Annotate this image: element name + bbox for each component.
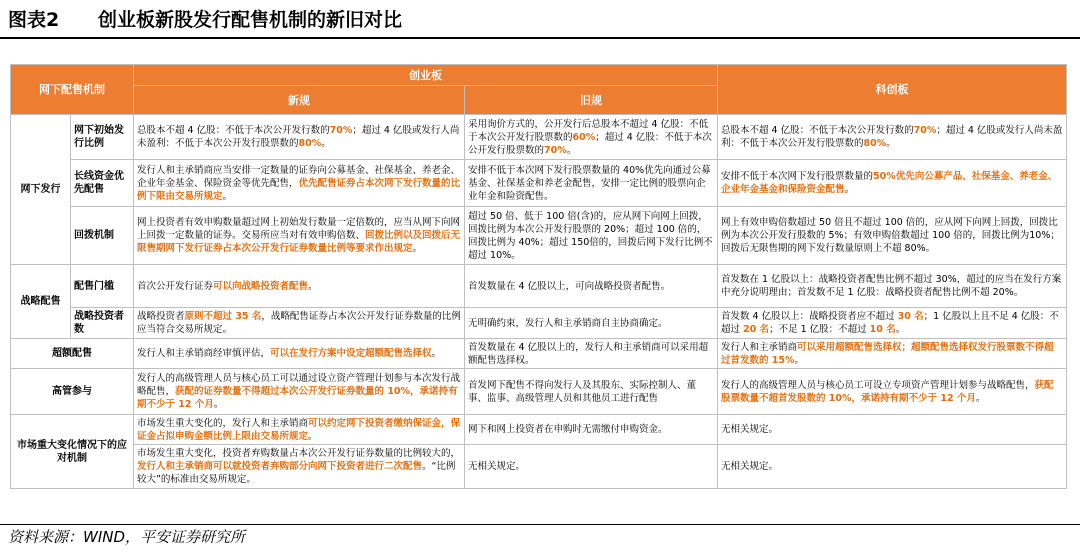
cell-star: 网上有效申购倍数超过 50 倍且不超过 100 倍的，应从网下向网上回拨，回拨比例为本次公开发行股数的 5%；有效申购倍数超过 100 倍的，回拨比例为10%；回拨后无限售期的网下发行数量原则上不超 80%。 [718, 207, 1067, 265]
cell-star: 无相关规定。 [718, 415, 1067, 445]
cell-old: 无明确约束，发行人和主承销商自主协商确定。 [465, 308, 718, 339]
section-offline: 网下发行 [11, 115, 71, 265]
cell-old: 首发网下配售不得向发行人及其股东、实际控制人、董事、监事、高级管理人员和其他员工进行配售 [465, 369, 718, 415]
cell-star: 首发数在 1 亿股以上：战略投资者配售比例不超过 30%，超过的应当在发行方案中充分说明理由；首发数不足 1 亿股：战略投资者配售比例不超 20%。 [718, 265, 1067, 308]
cell-new: 市场发生重大变化的，发行人和主承销商可以约定网下投资者缴纳保证金，保证金占拟申购金额比例上限由交易所规定。 [134, 415, 465, 445]
row-label: 回拨机制 [71, 207, 134, 265]
title-rule [0, 37, 1080, 39]
comparison-table [10, 64, 1067, 489]
row-label: 长线资金优先配售 [71, 160, 134, 207]
header-mechanism: 网下配售机制 [11, 65, 134, 115]
section-mgmt: 高管参与 [11, 369, 134, 415]
cell-old: 无相关规定。 [465, 445, 718, 489]
header-star: 科创板 [718, 65, 1067, 115]
section-overallot: 超额配售 [11, 339, 134, 369]
section-market: 市场重大变化情况下的应对机制 [11, 415, 134, 489]
cell-new: 战略投资者原则不超过 35 名，战略配售证券占本次公开发行证券数量的比例应当符合交易所规定。 [134, 308, 465, 339]
cell-old: 安排不低于本次网下发行股票数量的 40%优先向通过公募基金、社保基金和养老金配售，安排一定比例的股票向企业年金和险资配售。 [465, 160, 718, 207]
cell-new: 总股本不超 4 亿股：不低于本次公开发行数的70%；超过 4 亿股或发行人尚未盈利：不低于本次公开发行股票数的80%。 [134, 115, 465, 160]
cell-star: 发行人的高级管理人员与核心员工可设立专项资产管理计划参与战略配售，获配股票数量不超首发股数的 10%，承诺持有期不少于 12 个月。 [718, 369, 1067, 415]
section-strategic: 战略配售 [11, 265, 71, 339]
header-chinext: 创业板 [134, 65, 718, 86]
row-label: 网下初始发行比例 [71, 115, 134, 160]
cell-old: 采用询价方式的，公开发行后总股本不超过 4 亿股：不低于本次公开发行股票数的60%；超过 4 亿股：不低于本次公开发行股票数的70%。 [465, 115, 718, 160]
figure-title [8, 3, 402, 37]
cell-new: 网上投资者有效申购数量超过网上初始发行数量一定倍数的，应当从网下向网上回拨一定数量的证券。交易所应当对有效申购倍数、回拨比例以及回拨后无限售期网下发行证券占本次公开发行证券数量比例等要求作出规定。 [134, 207, 465, 265]
cell-old: 网下和网上投资者在申购时无需缴付申购资金。 [465, 415, 718, 445]
cell-old: 首发数量在 4 亿股以上的，发行人和主承销商可以采用超额配售选择权。 [465, 339, 718, 369]
cell-new: 发行人和主承销商经审慎评估，可以在发行方案中设定超额配售选择权。 [134, 339, 465, 369]
cell-new: 发行人和主承销商应当安排一定数量的证券向公募基金、社保基金、养老金、企业年金基金、保险资金等优先配售，优先配售证券占本次网下发行数量的比例下限由交易所规定。 [134, 160, 465, 207]
cell-new: 市场发生重大变化，投资者弃购数量占本次公开发行证券数量的比例较大的，发行人和主承销商可以就投资者弃购部分向网下投资者进行二次配售。“比例较大”的标准由交易所规定。 [134, 445, 465, 489]
cell-star: 总股本不超 4 亿股：不低于本次公开发行数的70%；超过 4 亿股或发行人尚未盈利：不低于本次公开发行股票数的80%。 [718, 115, 1067, 160]
cell-old: 超过 50 倍、低于 100 倍(含)的，应从网下向网上回拨，回拨比例为本次公开发行股票的 20%；超过 100 倍的，回拨比例为 40%；超过 150倍的，回拨后网下发行比例不超过 10%。 [465, 207, 718, 265]
cell-star: 无相关规定。 [718, 445, 1067, 489]
cell-new: 首次公开发行证券可以向战略投资者配售。 [134, 265, 465, 308]
figure-number: 图表2 [8, 9, 60, 31]
source-note: 资料来源：WIND，平安证券研究所 [8, 528, 246, 546]
header-old: 旧规 [465, 86, 718, 115]
cell-star: 安排不低于本次网下发行股票数量的50%优先向公募产品、社保基金、养老金、企业年金基金和保险资金配售。 [718, 160, 1067, 207]
row-label: 战略投资者数 [71, 308, 134, 339]
cell-new: 发行人的高级管理人员与核心员工可以通过设立资产管理计划参与本次发行战略配售，获配的证券数量不得超过本次公开发行证券数量的 10%，承诺持有期不少于 12 个月。 [134, 369, 465, 415]
cell-old: 首发数量在 4 亿股以上，可向战略投资者配售。 [465, 265, 718, 308]
row-label: 配售门槛 [71, 265, 134, 308]
figure-caption: 创业板新股发行配售机制的新旧对比 [98, 9, 403, 31]
footer-rule [0, 524, 1080, 525]
header-new: 新规 [134, 86, 465, 115]
cell-star: 发行人和主承销商可以采用超额配售选择权；超额配售选择权发行股票数不得超过首发数的 15%。 [718, 339, 1067, 369]
cell-star: 首发数 4 亿股以上：战略投资者应不超过 30 名；1 亿股以上且不足 4 亿股：不超过 20 名；不足 1 亿股：不超过 10 名。 [718, 308, 1067, 339]
